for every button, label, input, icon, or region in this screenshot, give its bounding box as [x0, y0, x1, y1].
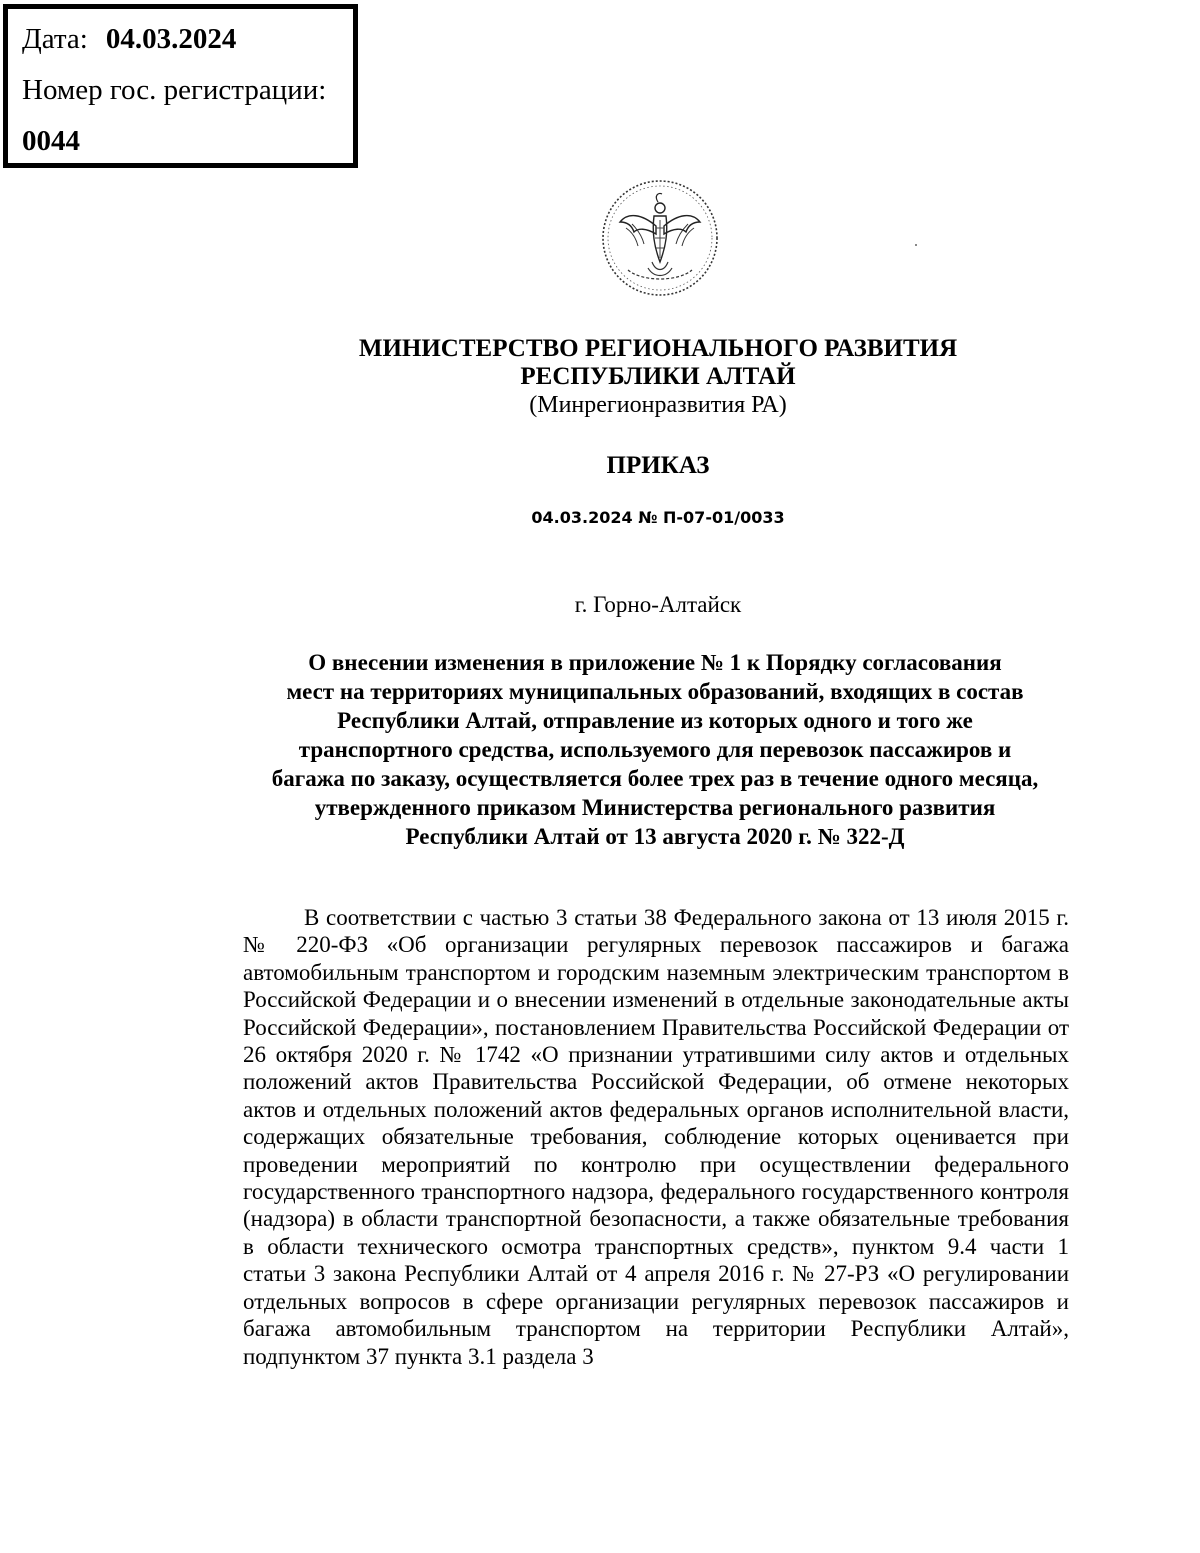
- body-paragraph: В соответствии с частью 3 статьи 38 Федерального закона от 13 июля 2015 г. № 220-ФЗ «Об организации регулярных перевозок пассажиров и багажа автомобильным транспортом и городским наземным электрическим транспортом в Российской Федерации и о внесении изменений в отдельные законодательные акты Российской Федерации», постановлением Правительства Российской Федерации от 26 октября 2020 г. № 1742 «О признании утратившими силу актов и отдельных положений актов Правительства Российской Федерации, об отмене некоторых актов и отдельных положений актов федеральных органов исполнительной власти, содержащих обязательные требования, соблюдение которых оценивается при проведении мероприятий по контролю при осуществлении федерального государственного транспортного надзора, федерального государственного контроля (надзора) в области транспортной безопасности, а также обязательные требования в области технического осмотра транспортных средств», пунктом 9.4 части 1 статьи 3 закона Республики Алтай от 4 апреля 2016 г. № 27-РЗ «О регулировании отдельных вопросов в сфере организации регулярных перевозок пассажиров и багажа автомобильным транспортом на территории Республики Алтай», подпунктом 37 пункта 3.1 раздела 3: [243, 905, 1069, 1369]
- ministry-header: [300, 335, 1016, 419]
- subject-line: Республики Алтай, отправление из которых одного и того же: [337, 708, 973, 733]
- registration-number-label: Номер гос. регистрации:: [22, 74, 327, 106]
- registration-date-row: [22, 25, 353, 54]
- coat-of-arms-altai-icon: [598, 176, 722, 300]
- document-date-number: 04.03.2024 № П-07-01/0033: [531, 508, 785, 527]
- subject-line: Республики Алтай от 13 августа 2020 г. № 322-Д: [405, 824, 905, 849]
- order-subject: [240, 648, 1070, 851]
- subject-line: транспортного средства, используемого для перевозок пассажиров и: [298, 737, 1012, 762]
- subject-line: мест на территориях муниципальных образований, входящих в состав: [286, 679, 1024, 704]
- scan-speck: [915, 244, 917, 246]
- ministry-name-line1: МИНИСТЕРСТВО РЕГИОНАЛЬНОГО РАЗВИТИЯ: [358, 335, 958, 362]
- ministry-name-line2: РЕСПУБЛИКИ АЛТАЙ: [520, 363, 796, 390]
- ministry-short-name: (Минрегионразвития РА): [529, 392, 787, 418]
- registration-number-value: 0044: [22, 125, 80, 157]
- document-city: г. Горно-Алтайск: [574, 592, 742, 617]
- subject-line: багажа по заказу, осуществляется более трех раз в течение одного месяца,: [271, 766, 1039, 791]
- registration-date-label: Дата:: [22, 23, 88, 55]
- registration-date-value: 04.03.2024: [105, 23, 237, 55]
- registration-stamp: [3, 4, 358, 168]
- subject-line: утвержденного приказом Министерства регионального развития: [314, 795, 996, 820]
- subject-line: О внесении изменения в приложение № 1 к Порядку согласования: [308, 650, 1002, 675]
- document-type: ПРИКАЗ: [606, 452, 710, 479]
